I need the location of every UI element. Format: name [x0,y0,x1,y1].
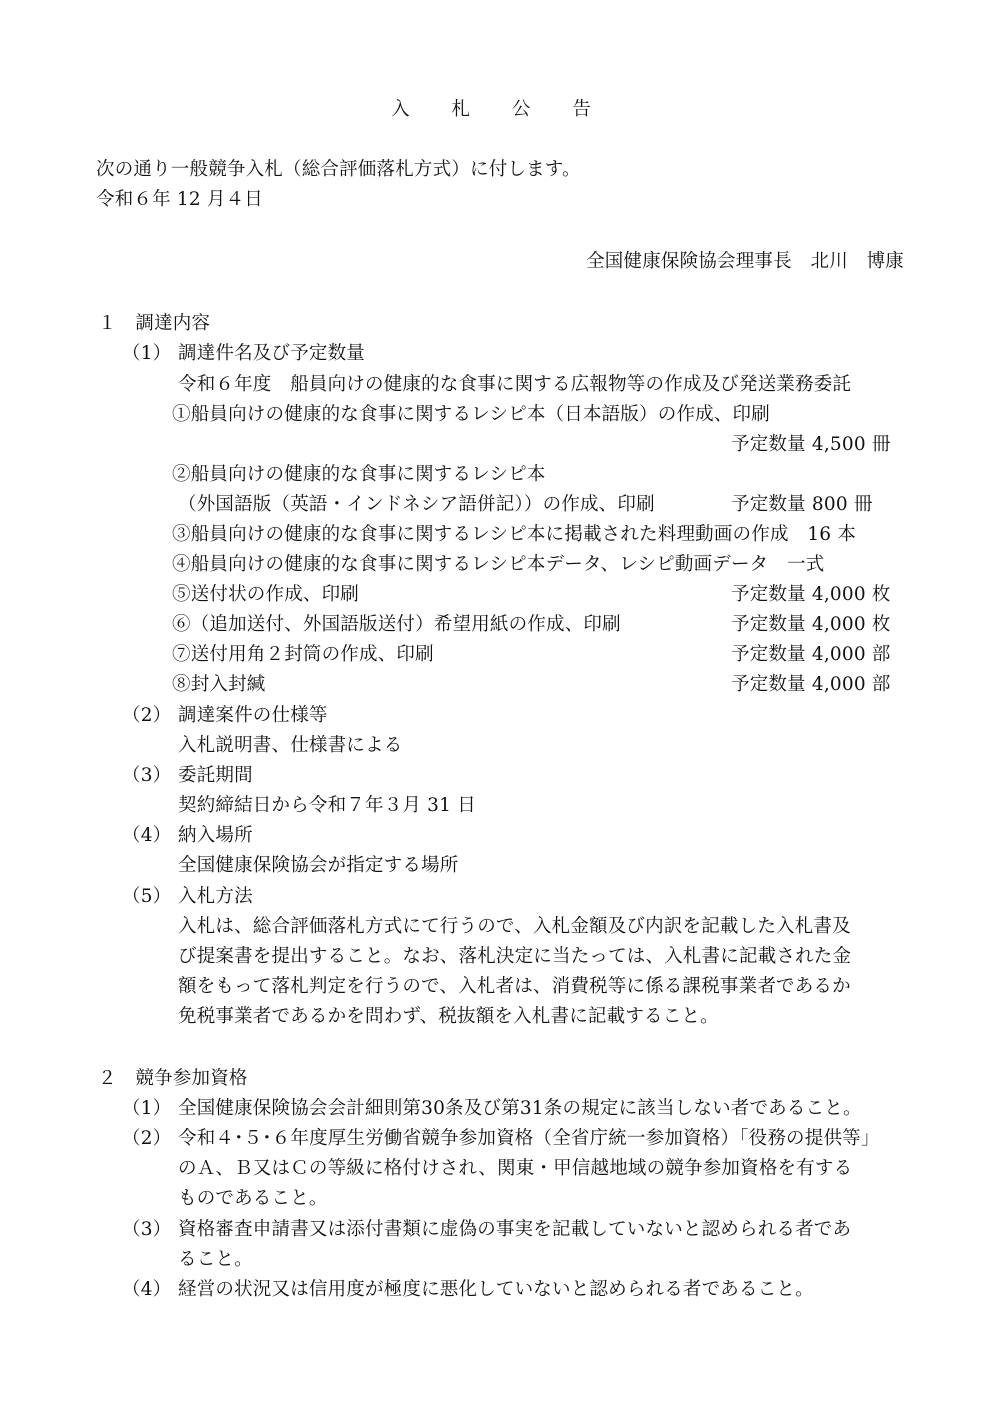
procurement-item: ①船員向けの健康的な食事に関するレシピ本（日本語版）の作成、印刷 [172,404,770,425]
item-number: （4） [122,1279,172,1300]
subsection-label: 入札方法 [178,886,253,907]
paragraph-line: 額をもって落札判定を行うので、入札者は、消費税等に係る課税事業者であるか [178,976,851,997]
item-number: （3） [122,765,172,786]
procurement-item: ⑧封入封緘 [172,674,266,695]
paragraph-line: び提案書を提出すること。なお、落札決定に当たっては、入札書に記載された金 [178,946,852,967]
paragraph-line: 免税事業者であるかを問わず、税抜額を入札書に記載すること。 [178,1006,719,1027]
issuer-name: 全国健康保険協会理事長 北川 博康 [586,251,904,272]
qualification-line: のＡ、Ｂ又はＣの等級に格付けされ、関東・甲信越地域の競争参加資格を有する [178,1158,853,1179]
section1-heading: １ 調達内容 [98,313,211,334]
procurement-subject: 令和６年度 船員向けの健康的な食事に関する広報物等の作成及び発送業務委託 [178,374,852,395]
document-title: 入 札 公 告 [391,99,609,120]
procurement-item: ⑤送付状の作成、印刷 [172,584,360,605]
item-number: （4） [122,825,172,846]
qualification-line: 資格審査申請書又は添付書類に虚偽の事実を記載していないと認められる者であ [178,1219,852,1240]
subsection-label: 委託期間 [178,765,253,786]
procurement-item: ⑥（追加送付、外国語版送付）希望用紙の作成、印刷 [172,614,621,635]
qualification-line: ること。 [178,1249,253,1270]
item-number: （2） [122,1128,172,1149]
planned-quantity: 予定数量 4,500 冊 [731,434,891,455]
qualification-line: 経営の状況又は信用度が極度に悪化していないと認められる者であること。 [178,1279,814,1300]
procurement-item: ③船員向けの健康的な食事に関するレシピ本に掲載された料理動画の作成 16 本 [172,524,857,545]
item-number: （2） [122,705,172,726]
procurement-item-continued: （外国語版（英語・インドネシア語併記））の作成、印刷 [178,494,655,515]
subsection-label: 納入場所 [178,825,253,846]
planned-quantity: 予定数量 4,000 部 [731,674,891,695]
procurement-item: ⑦送付用角２封筒の作成、印刷 [172,644,434,665]
item-number: （1） [122,343,172,364]
planned-quantity: 予定数量 800 冊 [731,494,873,515]
item-number: （3） [122,1219,172,1240]
subsection-text: 入札説明書、仕様書による [178,735,403,756]
paragraph-line: 入札は、総合評価落札方式にて行うので、入札金額及び内訳を記載した入札書及 [178,916,851,937]
subsection-label: 調達件名及び予定数量 [178,343,366,364]
planned-quantity: 予定数量 4,000 枚 [731,614,891,635]
intro-text: 次の通り一般競争入札（総合評価落札方式）に付します。 [96,159,581,180]
subsection-label: 調達案件の仕様等 [178,705,328,726]
notice-date: 令和６年 12 月４日 [96,189,264,210]
planned-quantity: 予定数量 4,000 部 [731,644,891,665]
subsection-text: 全国健康保険協会が指定する場所 [178,855,459,876]
qualification-line: 全国健康保険協会会計細則第30条及び第31条の規定に該当しない者であること。 [178,1098,862,1119]
subsection-text: 契約締結日から令和７年３月 31 日 [178,795,476,816]
procurement-item: ②船員向けの健康的な食事に関するレシピ本 [172,464,546,485]
item-number: （1） [122,1098,172,1119]
planned-quantity: 予定数量 4,000 枚 [731,584,891,605]
section2-heading: ２ 競争参加資格 [98,1068,248,1089]
item-number: （5） [122,886,172,907]
qualification-line: 令和４･５･６年度厚生労働省競争参加資格（全省庁統一参加資格）「役務の提供等」 [178,1128,880,1149]
qualification-line: ものであること。 [178,1188,328,1209]
procurement-item: ④船員向けの健康的な食事に関するレシピ本データ、レシピ動画データ 一式 [172,554,825,575]
